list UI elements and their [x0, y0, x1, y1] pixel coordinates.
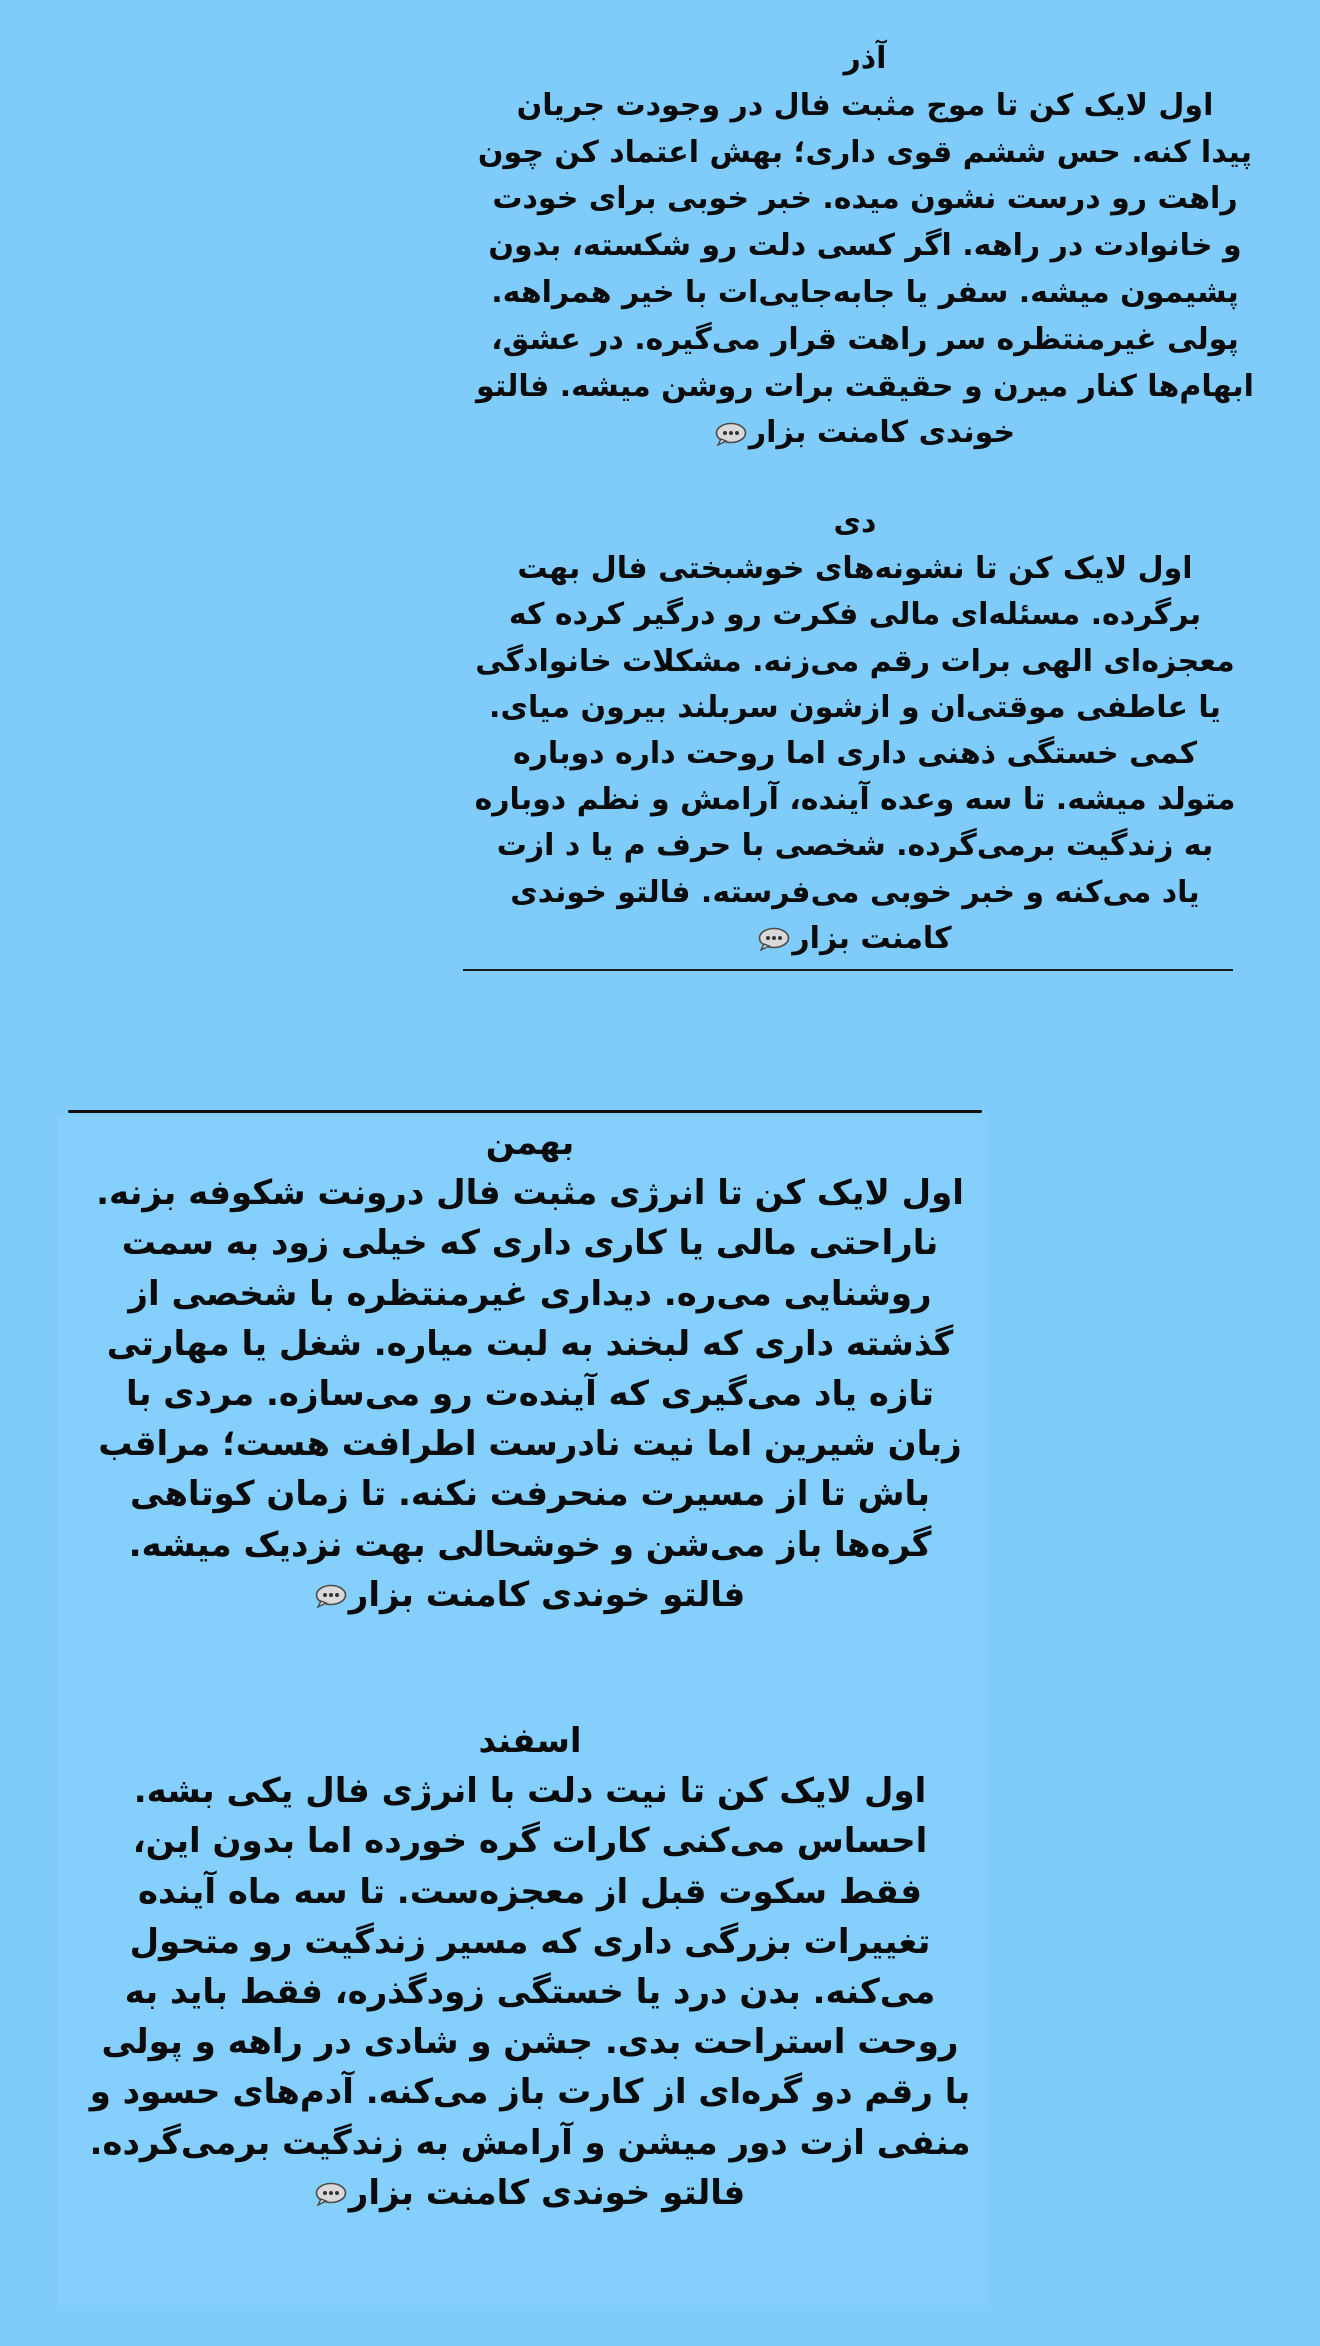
- text-line: روحت استراحت بدی. جشن و شادی در راهه و پولی: [101, 2022, 959, 2063]
- text-line: و خانوادت در راهه. اگر کسی دلت رو شکسته، بدون: [488, 228, 1242, 264]
- speech-bubble-icon: [315, 2182, 347, 2206]
- cta-text: فالتو خوندی کامنت بزار: [348, 1574, 746, 1615]
- text-line: گره‌ها باز می‌شن و خوشحالی بهت نزدیک میشه.: [128, 1524, 932, 1565]
- text-line: اول لایک کن تا موج مثبت فال در وجودت جریان: [516, 87, 1214, 123]
- text-line-last: [50, 1570, 1010, 1620]
- text-line: منفی ازت دور میشن و آرامش به زندگیت برمی‌گرده.: [89, 2122, 971, 2163]
- section-title: اسفند: [478, 1721, 582, 1761]
- text-line: پشیمون میشه. سفر یا جابه‌جایی‌ات با خیر همراهه.: [491, 274, 1239, 310]
- section-dey: [450, 500, 1260, 962]
- text-line: متولد میشه. تا سه وعده آینده، آرامش و نظم دوباره: [474, 782, 1236, 818]
- text-line: باش تا از مسیرت منحرفت نکنه. تا زمان کوتاهی: [129, 1474, 931, 1515]
- cta-text: خوندی کامنت بزار: [748, 415, 1016, 451]
- text-line: برگرده. مسئله‌ای مالی فکرت رو درگیر کرده که: [508, 597, 1202, 633]
- text-line: معجزه‌ای الهی برات رقم می‌زنه. مشکلات خانوادگی: [475, 643, 1235, 679]
- section-azar: [430, 36, 1300, 457]
- text-line: ناراحتی مالی یا کاری داری که خیلی زود به سمت: [121, 1223, 939, 1264]
- section-title: دی: [833, 505, 877, 540]
- text-line: یا عاطفی موقتی‌ان و ازشون سربلند بیرون میای.: [489, 689, 1221, 725]
- speech-bubble-icon: [715, 422, 747, 446]
- text-line: تازه یاد می‌گیری که آینده‌ت رو می‌سازه. مردی با: [125, 1374, 935, 1415]
- text-line-last: [430, 410, 1300, 457]
- section-bahman: [50, 1118, 1010, 1620]
- text-line: کمی خستگی ذهنی داری اما روحت داره دوباره: [512, 736, 1198, 772]
- text-line: می‌کنه. بدن درد یا خستگی زودگذره، فقط باید به: [124, 1972, 936, 2013]
- text-line: راهت رو درست نشون میده. خبر خوبی برای خودت: [492, 181, 1238, 217]
- text-line: روشنایی می‌ره. دیداری غیرمنتظره با شخصی از: [128, 1273, 932, 1314]
- text-line: زبان شیرین اما نیت نادرست اطرافت هست؛ مراقب: [98, 1424, 962, 1465]
- text-line: اول لایک کن تا نیت دلت با انرژی فال یکی بشه.: [133, 1771, 927, 1812]
- text-line: پیدا کنه. حس ششم قوی داری؛ بهش اعتماد کن چون: [477, 134, 1253, 170]
- text-line: فقط سکوت قبل از معجزه‌ست. تا سه ماه آینده: [137, 1871, 923, 1912]
- section-esfand: [50, 1716, 1010, 2218]
- cta-text: فالتو خوندی کامنت بزار: [348, 2172, 746, 2213]
- divider-line: [463, 969, 1233, 971]
- text-line: تغییرات بزرگی داری که مسیر زندگیت رو متحول: [129, 1921, 931, 1962]
- cta-text: کامنت بزار: [792, 920, 952, 956]
- divider-line: [68, 1110, 982, 1113]
- section-title: بهمن: [485, 1123, 575, 1163]
- section-title: آذر: [843, 41, 887, 76]
- text-line: احساس می‌کنی کارات گره خورده اما بدون این،: [132, 1821, 928, 1862]
- text-line: پولی غیرمنتظره سر راهت قرار می‌گیره. در عشق،: [491, 321, 1239, 357]
- text-line: با رقم دو گره‌ای از کارت باز می‌کنه. آدم‌های حسود و: [89, 2072, 971, 2113]
- text-line: ابهام‌ها کنار میرن و حقیقت برات روشن میشه. فالتو: [476, 368, 1254, 404]
- speech-bubble-icon: [758, 927, 790, 951]
- text-line: گذشته داری که لبخند به لبت میاره. شغل یا مهارتی: [106, 1323, 954, 1364]
- text-line: اول لایک کن تا نشونه‌های خوشبختی فال بهت: [517, 551, 1193, 587]
- text-line-last: [450, 916, 1260, 962]
- text-line: یاد می‌کنه و خبر خوبی می‌فرسته. فالتو خوندی: [510, 874, 1200, 910]
- text-line: اول لایک کن تا انرژی مثبت فال درونت شکوفه بزنه.: [96, 1173, 964, 1214]
- speech-bubble-icon: [315, 1584, 347, 1608]
- text-line-last: [50, 2168, 1010, 2218]
- text-line: به زندگیت برمی‌گرده. شخصی با حرف م یا د ازت: [496, 828, 1214, 864]
